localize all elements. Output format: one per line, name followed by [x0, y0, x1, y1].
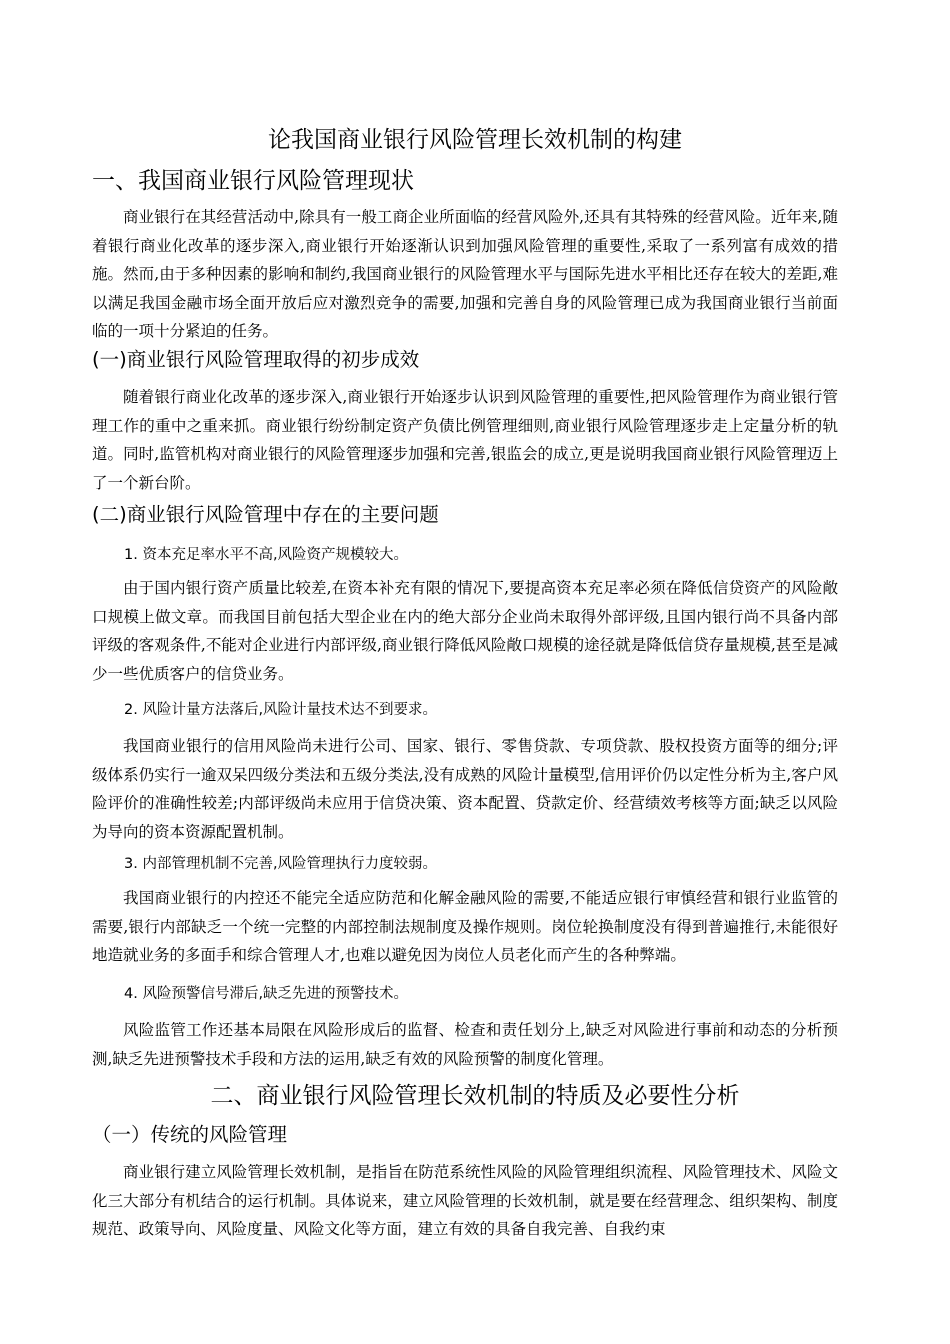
problem-1-paragraph: 由于国内银行资产质量比较差,在资本补充有限的情况下,要提高资本充足率必须在降低信贷资产的风险敞口规模上做文章。而我国目前包括大型企业在内的绝大部分企业尚未取得外部评级,且国内银行尚不具备内部评级的客观条件,不能对企业进行内部评级,商业银行降低风险敞口规模的途径就是降低信贷存量规模,甚至是减少一些优质客户的信贷业务。	[92, 579, 838, 683]
problem-1-heading: 1. 资本充足率水平不高,风险资产规模较大。	[124, 547, 409, 563]
problem-2-heading: 2. 风险计量方法落后,风险计量技术达不到要求。	[124, 702, 438, 718]
subsection-2-1-heading: （一）传统的风险管理	[92, 1123, 288, 1146]
problem-4-heading: 4. 风险预警信号滞后,缺乏先进的预警技术。	[124, 986, 409, 1002]
section-2-heading: 二、商业银行风险管理长效机制的特质及必要性分析	[210, 1083, 740, 1109]
problem-3-heading: 3. 内部管理机制不完善,风险管理执行力度较弱。	[124, 856, 438, 872]
problem-2-paragraph: 我国商业银行的信用风险尚未进行公司、国家、银行、零售贷款、专项贷款、股权投资方面等的细分;评级体系仍实行一逾双呆四级分类法和五级分类法,没有成熟的风险计量模型,信用评价仍以定性分析为主,客户风险评价的准确性较差;内部评级尚未应用于信贷决策、资本配置、贷款定价、经营绩效考核等方面;缺乏以风险为导向的资本资源配置机制。	[92, 737, 838, 841]
subsection-1-1-paragraph: 随着银行商业化改革的逐步深入,商业银行开始逐步认识到风险管理的重要性,把风险管理作为商业银行管理工作的重中之重来抓。商业银行纷纷制定资产负债比例管理细则,商业银行风险管理逐步走上定量分析的轨道。同时,监管机构对商业银行的风险管理逐步加强和完善,银监会的成立,更是说明我国商业银行风险管理迈上了一个新台阶。	[92, 388, 838, 492]
section-1-heading: 一、我国商业银行风险管理现状	[92, 168, 414, 194]
problem-3-paragraph: 我国商业银行的内控还不能完全适应防范和化解金融风险的需要,不能适应银行审慎经营和银行业监管的需要,银行内部缺乏一个统一完整的内部控制法规制度及操作规则。岗位轮换制度没有得到普遍推行,未能很好地造就业务的多面手和综合管理人才,也难以避免因为岗位人员老化而产生的各种弊端。	[92, 889, 838, 964]
document-title: 论我国商业银行风险管理长效机制的构建	[268, 127, 682, 153]
subsection-2-1-paragraph: 商业银行建立风险管理长效机制，是指旨在防范系统性风险的风险管理组织流程、风险管理技术、风险文化三大部分有机结合的运行机制。具体说来，建立风险管理的长效机制，就是要在经营理念、组织架构、制度规范、政策导向、风险度量、风险文化等方面，建立有效的具备自我完善、自我约束	[92, 1163, 838, 1238]
problem-4-paragraph: 风险监管工作还基本局限在风险形成后的监督、检查和责任划分上,缺乏对风险进行事前和动态的分析预测,缺乏先进预警技术手段和方法的运用,缺乏有效的风险预警的制度化管理。	[92, 1021, 838, 1068]
subsection-1-2-heading: (二)商业银行风险管理中存在的主要问题	[92, 503, 439, 526]
section-1-intro-paragraph: 商业银行在其经营活动中,除具有一般工商企业所面临的经营风险外,还具有其特殊的经营风险。近年来,随着银行商业化改革的逐步深入,商业银行开始逐渐认识到加强风险管理的重要性,采取了一系列富有成效的措施。然而,由于多种因素的影响和制约,我国商业银行的风险管理水平与国际先进水平相比还存在较大的差距,难以满足我国金融市场全面开放后应对激烈竞争的需要,加强和完善自身的风险管理已成为我国商业银行当前面临的一项十分紧迫的任务。	[92, 208, 838, 340]
subsection-1-1-heading: (一)商业银行风险管理取得的初步成效	[92, 348, 420, 371]
